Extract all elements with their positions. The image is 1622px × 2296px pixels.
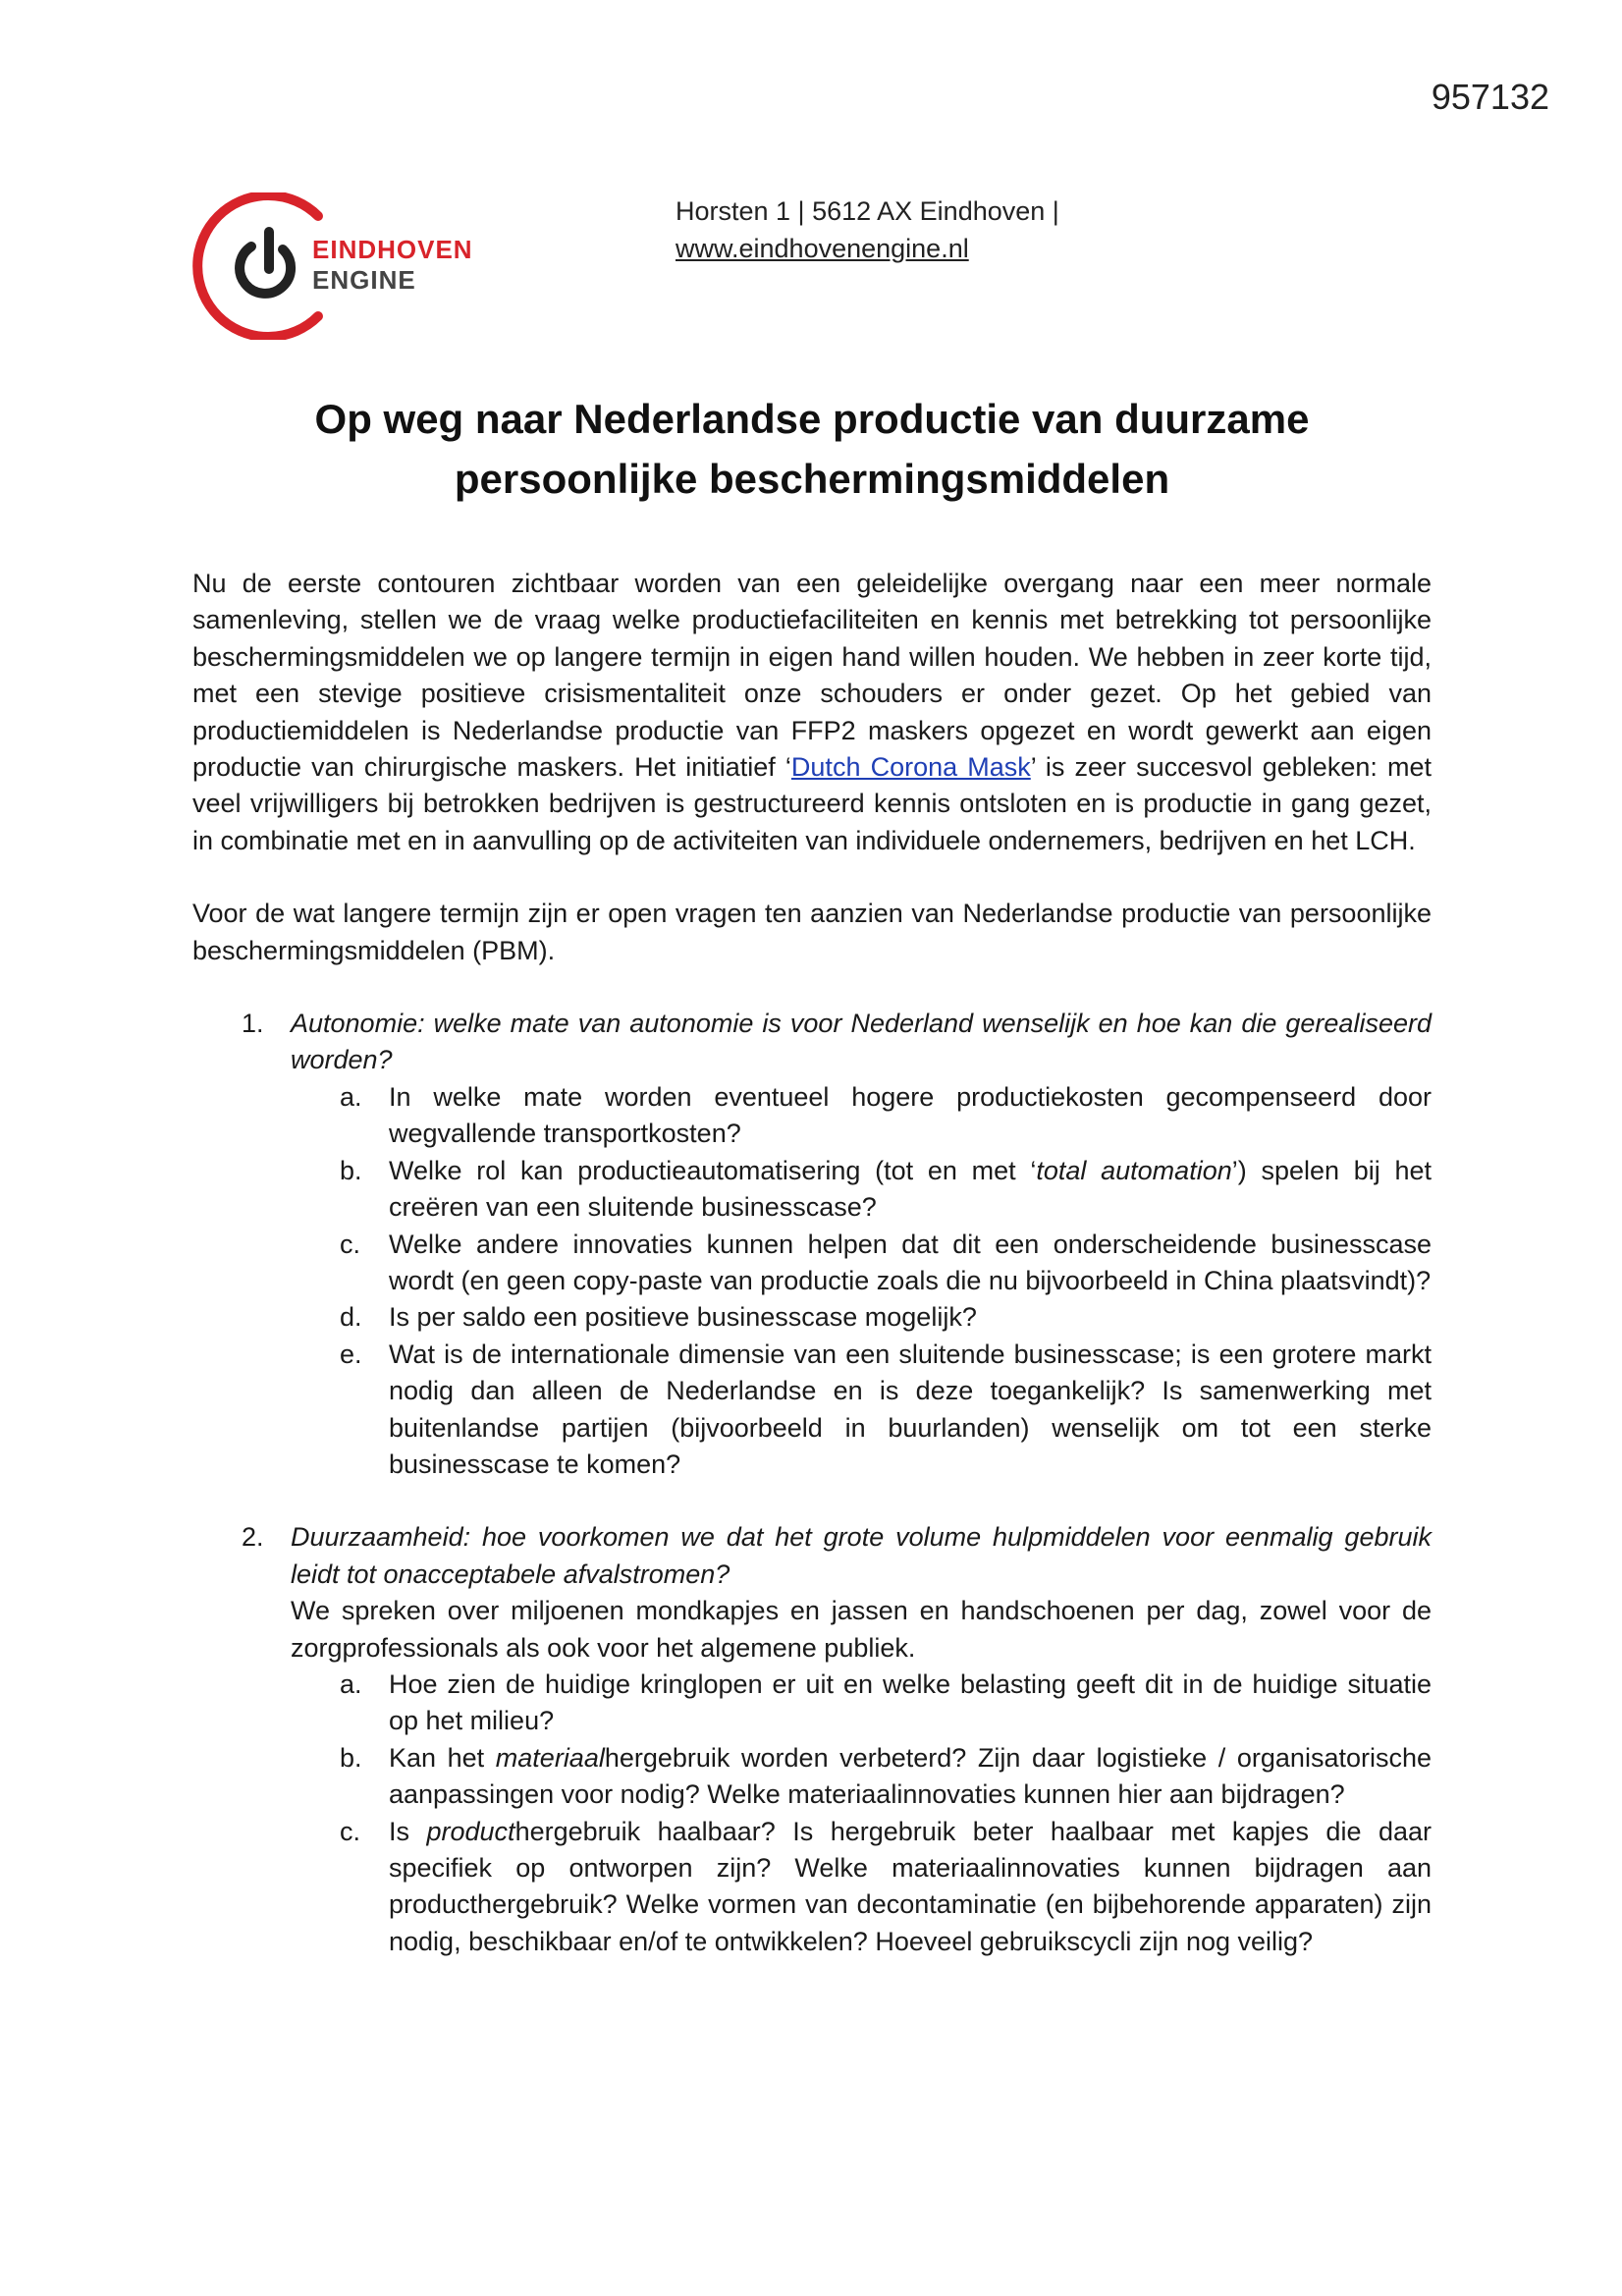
item-label: a. <box>340 1668 362 1699</box>
dutch-corona-mask-link[interactable]: Dutch Corona Mask <box>790 752 1031 783</box>
sub-questions <box>291 1667 1432 1960</box>
question-autonomie <box>192 1006 1432 1483</box>
questions-list <box>192 1006 1432 1960</box>
list-item <box>291 1740 1432 1814</box>
item-label: b. <box>340 1155 362 1185</box>
document-number: 957132 <box>1431 77 1549 117</box>
item-label: d. <box>340 1302 362 1333</box>
list-item <box>291 1299 1432 1336</box>
paragraph-2: Voor de wat langere termijn zijn er open vragen ten aanzien van Nederlandse productie van persoonlijke beschermingsmiddelen (PBM). <box>192 899 1432 965</box>
item-text: hergebruik haalbaar? Is hergebruik beter haalbaar met kapjes die daar specifiek op ontworpen zijn? Welke materiaalinnovaties kunnen bijdragen aan producthergebruik? Welke vormen van decontaminatie (en bijbehorende apparaten) zijn nodig, beschikbaar en/of te ontwikkelen? Hoeveel gebruikscycli zijn nog veilig? <box>389 1816 1432 1956</box>
item-text-italic: product <box>426 1816 515 1846</box>
logo-text-line2: ENGINE <box>312 265 416 295</box>
item-text: In welke mate worden eventueel hogere productiekosten gecompenseerd door wegvallende transportkosten? <box>389 1081 1432 1149</box>
intro-paragraph <box>192 566 1432 859</box>
list-item <box>291 1153 1432 1227</box>
item-text: Kan het <box>389 1742 496 1773</box>
sub-questions <box>291 1079 1432 1483</box>
question-number: 2. <box>242 1522 264 1553</box>
question-body: We spreken over miljoenen mondkapjes en jassen en handschoenen per dag, zowel voor de zorgprofessionals als ook voor het algemene publiek. <box>291 1596 1432 1663</box>
item-text: Hoe zien de huidige kringlopen er uit en welke belasting geeft dit in de huidige situatie op het milieu? <box>389 1668 1432 1736</box>
eindhoven-engine-logo <box>192 192 497 340</box>
question-text: Duurzaamheid: hoe voorkomen we dat het grote volume hulpmiddelen voor eenmalig gebruik leidt tot onacceptabele afvalstromen? <box>291 1522 1432 1589</box>
item-text-italic: materiaal <box>495 1742 605 1773</box>
intro-text-1: Nu de eerste contouren zichtbaar worden van een geleidelijke overgang naar een meer normale samenleving, stellen we de vraag welke productiefaciliteiten en kennis met betrekking tot persoonlijke beschermingsmiddelen we op langere termijn in eigen hand willen houden. We hebben in zeer korte tijd, met een stevige positieve crisismentaliteit onze schouders er onder gezet. Op het gebied van productiemiddelen is Nederlandse productie van FFP2 maskers opgezet en wordt gewerkt aan eigen productie van chirurgische maskers. Het initiatief ‘ <box>192 569 1432 783</box>
item-text: Welke andere innovaties kunnen helpen dat dit een onderscheidende businesscase wordt (en geen copy-paste van productie zoals die nu bijvoorbeeld in China plaatsvindt)? <box>389 1229 1432 1295</box>
item-label: c. <box>340 1229 361 1259</box>
item-text: hergebruik worden verbeterd? Zijn daar logistieke / organisatorische aanpassingen voor nodig? Welke materiaalinnovaties kunnen hier aan bijdragen? <box>389 1742 1433 1810</box>
intro-text-2: ’ is zeer succesvol gebleken: met veel vrijwilligers bij betrokken bedrijven is gestructureerd kennis ontsloten en is productie in gang gezet, in combinatie met en in aanvulling op de activiteiten van individuele ondernemers, bedrijven en het LCH. <box>192 752 1432 855</box>
question-number: 1. <box>242 1009 264 1039</box>
item-label: e. <box>340 1339 362 1369</box>
item-text: Is per saldo een positieve businesscase mogelijk? <box>389 1302 977 1333</box>
item-text: ’) spelen bij het creëren van een sluitende businesscase? <box>389 1155 1433 1223</box>
logo-text-line1: EINDHOVEN <box>312 235 473 264</box>
list-item <box>291 1227 1432 1300</box>
list-spacer <box>192 1483 1432 1519</box>
list-item <box>291 1814 1432 1961</box>
document-body <box>192 566 1432 1960</box>
address-block <box>676 192 1059 267</box>
address-line: Horsten 1 | 5612 AX Eindhoven | <box>676 196 1059 226</box>
question-duurzaamheid <box>192 1519 1432 1960</box>
item-label: a. <box>340 1081 362 1112</box>
website-link[interactable]: www.eindhovenengine.nl <box>676 234 969 263</box>
list-item <box>291 1337 1432 1484</box>
document-title: Op weg naar Nederlandse productie van duurzame persoonlijke beschermingsmiddelen <box>314 396 1310 502</box>
item-text-italic: total automation <box>1036 1155 1232 1185</box>
item-text: Wat is de internationale dimensie van een sluitende businesscase; is een grotere markt nodig dan alleen de Nederlandse en is deze toegankelijk? Is samenwerking met buitenlandse partijen (bijvoorbeeld in buurlanden) wenselijk om tot een sterke businesscase te komen? <box>389 1339 1432 1479</box>
list-item <box>291 1667 1432 1740</box>
item-text: Welke rol kan productieautomatisering (tot en met ‘ <box>389 1155 1037 1185</box>
item-label: c. <box>340 1816 361 1846</box>
item-label: b. <box>340 1742 362 1773</box>
list-item <box>291 1079 1432 1153</box>
item-text: Is <box>389 1816 427 1846</box>
question-text: Autonomie: welke mate van autonomie is voor Nederland wenselijk en hoe kan die gerealiseerd worden? <box>291 1009 1432 1075</box>
